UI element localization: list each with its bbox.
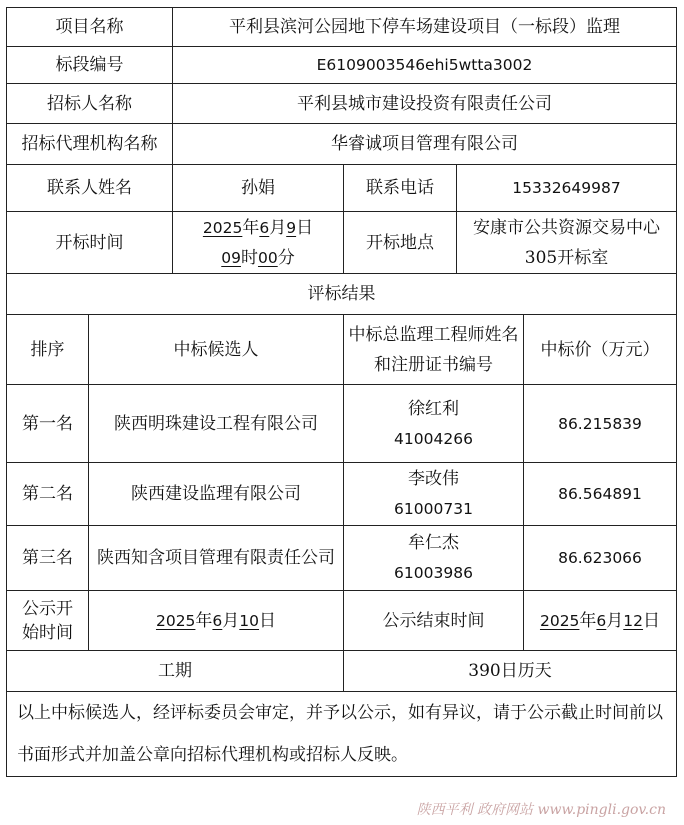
result-price: 86.564891 — [523, 462, 677, 526]
result-rank: 第一名 — [6, 384, 89, 463]
agency-value: 华睿诚项目管理有限公司 — [172, 123, 677, 165]
section-value: E6109003546ehi5wtta3002 — [172, 46, 677, 84]
duration-value: 390日历天 — [343, 650, 677, 692]
open-time-value: 2025年6月9日 09时00分 — [172, 211, 344, 274]
site-watermark: 陕西平利 政府网站 www.pingli.gov.cn — [416, 802, 666, 818]
agency-label: 招标代理机构名称 — [6, 123, 173, 165]
publicity-start-label: 公示开始时间 — [6, 590, 89, 651]
result-rank: 第三名 — [6, 525, 89, 591]
project-name-label: 项目名称 — [6, 7, 173, 47]
result-rank: 第二名 — [6, 462, 89, 526]
header-price: 中标价（万元） — [523, 314, 677, 385]
duration-label: 工期 — [6, 650, 344, 692]
results-title: 评标结果 — [6, 273, 677, 315]
section-label: 标段编号 — [6, 46, 173, 84]
result-engineer: 牟仁杰 61003986 — [343, 525, 524, 591]
contact-label: 联系人姓名 — [6, 164, 173, 212]
header-candidate: 中标候选人 — [88, 314, 344, 385]
result-price: 86.623066 — [523, 525, 677, 591]
contact-value: 孙娟 — [172, 164, 344, 212]
result-company: 陕西建设监理有限公司 — [88, 462, 344, 526]
notice-text: 以上中标候选人，经评标委员会审定，并予以公示，如有异议，请于公示截止时间前以书面形式并加盖公章向招标代理机构或招标人反映。 — [6, 691, 677, 777]
phone-value: 15332649987 — [456, 164, 677, 212]
result-company: 陕西明珠建设工程有限公司 — [88, 384, 344, 463]
open-time-label: 开标时间 — [6, 211, 173, 274]
result-engineer: 李改伟 61000731 — [343, 462, 524, 526]
phone-label: 联系电话 — [343, 164, 457, 212]
open-place-label: 开标地点 — [343, 211, 457, 274]
tenderer-value: 平利县城市建设投资有限责任公司 — [172, 83, 677, 124]
publicity-end-label: 公示结束时间 — [343, 590, 524, 651]
header-engineer: 中标总监理工程师姓名和注册证书编号 — [343, 314, 524, 385]
project-name-value: 平利县滨河公园地下停车场建设项目（一标段）监理 — [172, 7, 677, 47]
open-place-value: 安康市公共资源交易中心305开标室 — [456, 211, 677, 274]
result-company: 陕西知含项目管理有限责任公司 — [88, 525, 344, 591]
tenderer-label: 招标人名称 — [6, 83, 173, 124]
header-rank: 排序 — [6, 314, 89, 385]
result-price: 86.215839 — [523, 384, 677, 463]
publicity-end-value: 2025年6月12日 — [523, 590, 677, 651]
publicity-start-value: 2025年6月10日 — [88, 590, 344, 651]
result-engineer: 徐红利 41004266 — [343, 384, 524, 463]
